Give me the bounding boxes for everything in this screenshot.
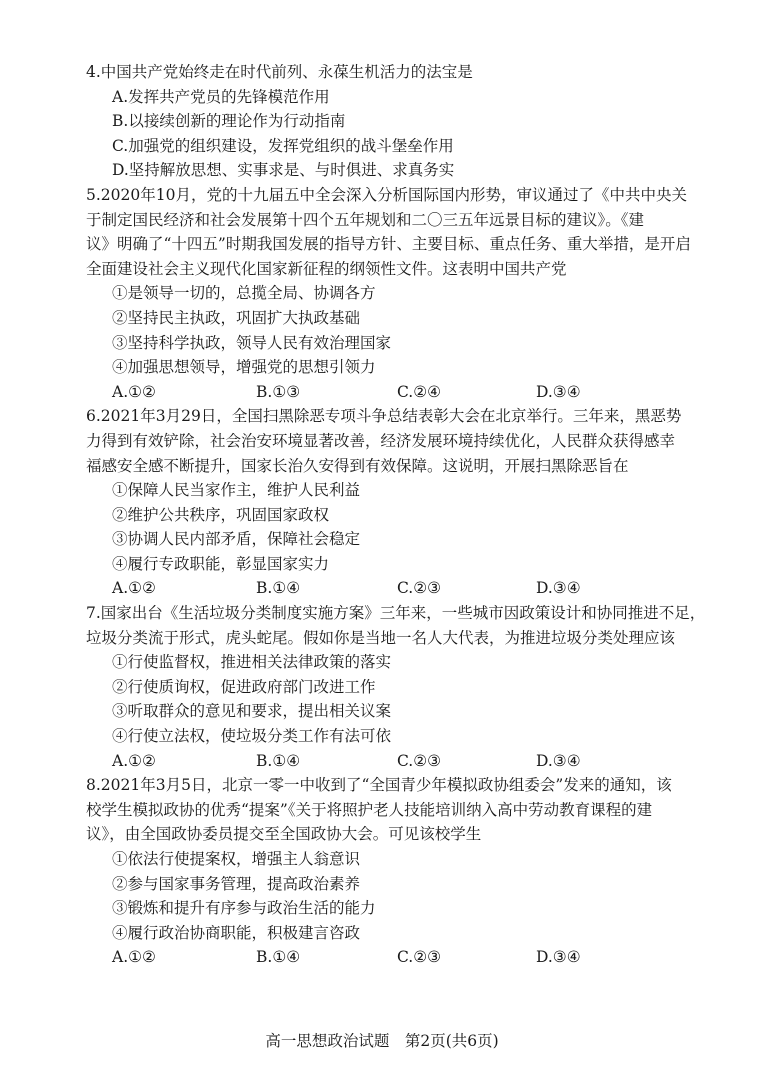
questions <box>86 60 706 970</box>
choice-d: D.③④ <box>536 382 581 401</box>
question-stem: 7.国家出台《生活垃圾分类制度实施方案》三年来，一些城市因政策设计和协同推进不足， <box>86 604 706 623</box>
question-stem: 6.2021年3月29日，全国扫黑除恶专项斗争总结表彰大会在北京举行。三年来，黑恶势 <box>86 407 682 426</box>
choice-a: A.①② <box>112 579 156 598</box>
question-stem: 全面建设社会主义现代化国家新征程的纲领性文件。这表明中国共产党 <box>86 259 567 278</box>
statement-4: ④履行政治协商职能，积极建言咨政 <box>112 923 361 942</box>
choice-b: B.①④ <box>256 751 301 770</box>
choice-b: B.①③ <box>256 382 301 401</box>
choice-c: C.②④ <box>397 382 442 401</box>
question-stem: 议》明确了“十四五”时期我国发展的指导方针、主要目标、重点任务、重大举措，是开启 <box>86 235 691 254</box>
question-stem: 4.中国共产党始终走在时代前列、永葆生机活力的法宝是 <box>86 63 473 81</box>
statement-3: ③协调人民内部矛盾，保障社会稳定 <box>112 530 361 549</box>
choice-a: A.①② <box>112 751 156 770</box>
statement-3: ③坚持科学执政，领导人民有效治理国家 <box>112 333 392 352</box>
question-7 <box>86 601 706 773</box>
option-c: C.加强党的组织建设，发挥党组织的战斗堡垒作用 <box>112 136 454 155</box>
choice-d: D.③④ <box>536 579 581 598</box>
question-stem: 校学生模拟政协的优秀“提案”《关于将照护老人技能培训纳入高中劳动教育课程的建 <box>86 800 653 819</box>
choice-d: D.③④ <box>536 751 581 770</box>
question-stem: 于制定国民经济和社会发展第十四个五年规划和二〇三五年远景目标的建议》。《建 <box>86 210 645 229</box>
answer-choices <box>86 576 686 601</box>
choice-b: B.①④ <box>256 579 301 598</box>
choice-b: B.①④ <box>256 948 301 967</box>
answer-choices <box>86 380 686 405</box>
statement-4: ④行使立法权，使垃圾分类工作有法可依 <box>112 727 392 746</box>
statement-1: ①行使监督权，推进相关法律政策的落实 <box>112 653 392 672</box>
choice-c: C.②③ <box>397 579 442 598</box>
question-stem: 5.2020年10月，党的十九届五中全会深入分析国际国内形势，审议通过了《中共中央关 <box>86 185 687 204</box>
question-stem: 福感安全感不断提升，国家长治久安得到有效保障。这说明，开展扫黑除恶旨在 <box>86 456 629 475</box>
question-stem: 8.2021年3月5日，北京一零一中收到了“全国青少年模拟政协组委会”发来的通知，该 <box>86 776 672 795</box>
option-b: B.以接续创新的理论作为行动指南 <box>112 112 346 131</box>
question-stem: 议》，由全国政协委员提交至全国政协大会。可见该校学生 <box>86 825 482 844</box>
choice-d: D.③④ <box>536 948 581 967</box>
question-8 <box>86 773 686 970</box>
answer-choices <box>86 945 686 970</box>
page-footer: 高一思想政治试题 第2页(共6页) <box>265 1032 499 1050</box>
statement-4: ④加强思想领导，增强党的思想引领力 <box>112 358 376 377</box>
answer-choices <box>86 749 686 774</box>
choice-a: A.①② <box>112 948 156 967</box>
question-6 <box>86 404 686 601</box>
statement-2: ②坚持民主执政，巩固扩大执政基础 <box>112 308 361 327</box>
statement-1: ①是领导一切的，总揽全局、协调各方 <box>112 284 376 303</box>
question-stem: 力得到有效铲除，社会治安环境显著改善，经济发展环境持续优化，人民群众获得感幸 <box>86 431 676 450</box>
question-5 <box>86 183 691 404</box>
statement-2: ②维护公共秩序，巩固国家政权 <box>112 505 330 524</box>
statement-2: ②参与国家事务管理，提高政治素养 <box>112 874 361 893</box>
statement-2: ②行使质询权，促进政府部门改进工作 <box>112 677 376 696</box>
statement-1: ①保障人民当家作主，维护人民利益 <box>112 481 361 500</box>
option-d: D.坚持解放思想、实事求是、与时俱进、求真务实 <box>112 161 455 180</box>
option-a: A.发挥共产党员的先锋模范作用 <box>112 87 330 106</box>
statement-4: ④履行专政职能，彰显国家实力 <box>112 554 330 573</box>
choice-a: A.①② <box>112 382 156 401</box>
statement-3: ③听取群众的意见和要求，提出相关议案 <box>112 702 392 721</box>
choice-c: C.②③ <box>397 948 442 967</box>
question-4 <box>86 60 686 183</box>
choice-c: C.②③ <box>397 751 442 770</box>
question-stem: 垃圾分类流于形式，虎头蛇尾。假如你是当地一名人大代表，为推进垃圾分类处理应该 <box>86 628 676 647</box>
statement-1: ①依法行使提案权，增强主人翁意识 <box>112 850 361 868</box>
statement-3: ③锻炼和提升有序参与政治生活的能力 <box>112 899 376 918</box>
